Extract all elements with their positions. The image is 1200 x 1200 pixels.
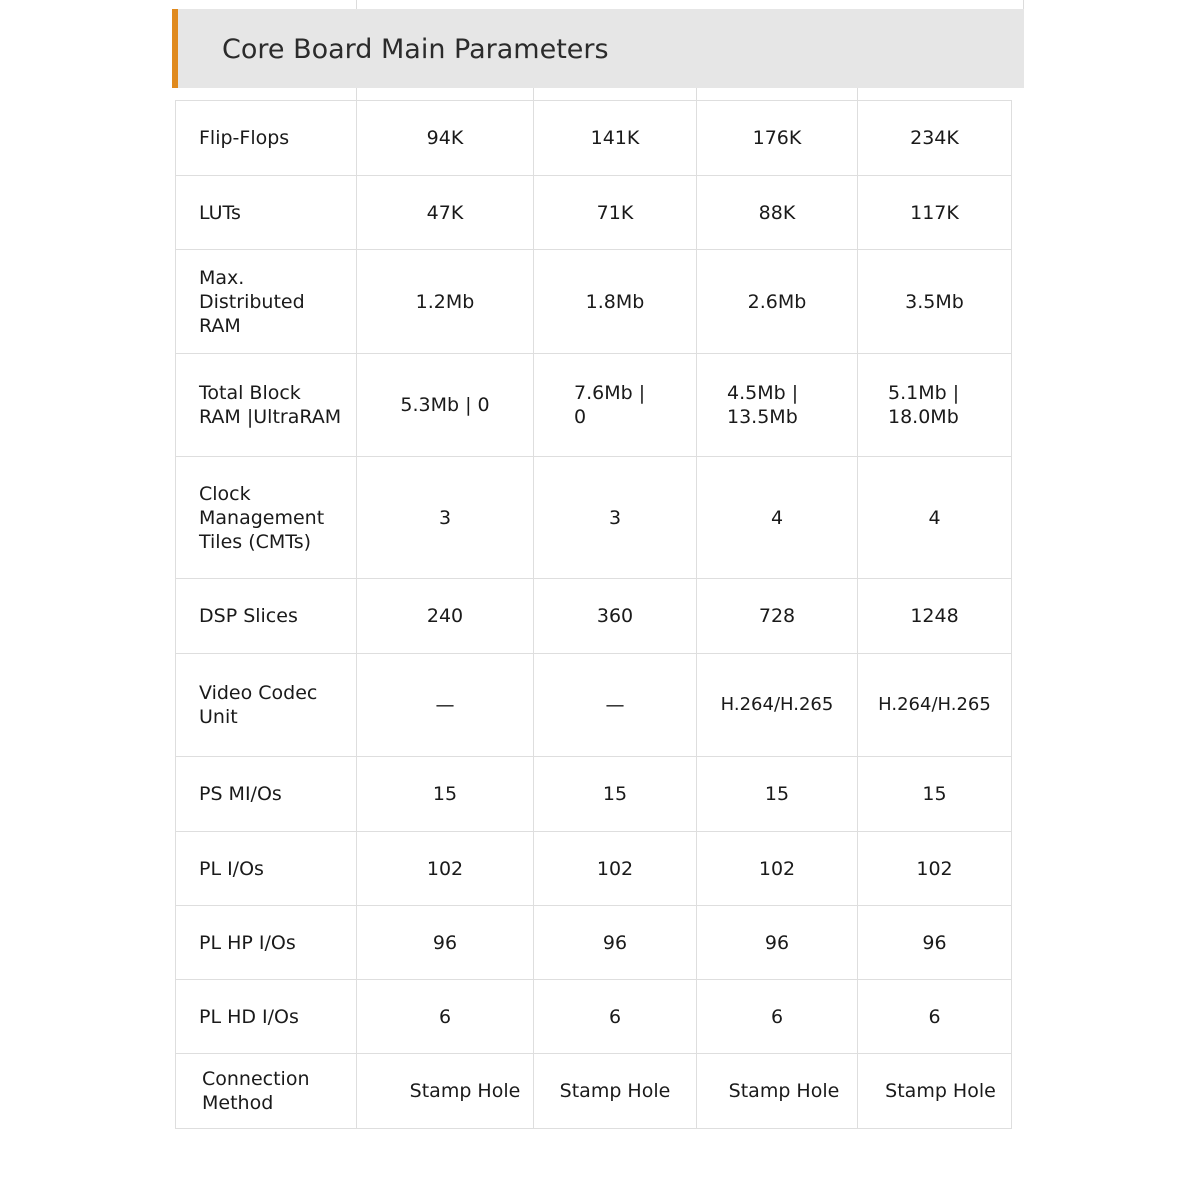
table-cell: 94K bbox=[357, 101, 534, 176]
row-label: DSP Slices bbox=[176, 579, 357, 654]
table-cell: 234K bbox=[858, 101, 1012, 176]
table-cell: 6 bbox=[534, 980, 697, 1054]
table-row bbox=[176, 101, 1012, 176]
table-divider bbox=[696, 88, 697, 100]
cell-text: 5.3Mb | 0 bbox=[400, 394, 490, 416]
table-cell: Stamp Hole bbox=[357, 1054, 534, 1129]
table-row bbox=[176, 457, 1012, 579]
table-cell bbox=[697, 354, 858, 457]
table-cell: 1.8Mb bbox=[534, 250, 697, 354]
section-title: Core Board Main Parameters bbox=[222, 34, 609, 65]
cell-text: 7.6Mb | 0 bbox=[574, 382, 646, 428]
table-cell: 15 bbox=[534, 757, 697, 832]
table-cell: 102 bbox=[858, 832, 1012, 906]
row-label: Flip-Flops bbox=[176, 101, 357, 176]
table-divider bbox=[533, 88, 534, 100]
table-cell: 3 bbox=[357, 457, 534, 579]
table-cell: 1.2Mb bbox=[357, 250, 534, 354]
table-cell: 102 bbox=[697, 832, 858, 906]
row-label: PL HP I/Os bbox=[176, 906, 357, 980]
table-row bbox=[176, 354, 1012, 457]
table-row bbox=[176, 906, 1012, 980]
table-cell: Stamp Hole bbox=[858, 1054, 1012, 1129]
row-label: Clock Management Tiles (CMTs) bbox=[176, 457, 357, 579]
table-cell: 102 bbox=[357, 832, 534, 906]
table-cell: 4 bbox=[858, 457, 1012, 579]
row-label: LUTs bbox=[176, 176, 357, 250]
table-cell: — bbox=[534, 654, 697, 757]
table-row bbox=[176, 1054, 1012, 1129]
table-cell: 240 bbox=[357, 579, 534, 654]
table-row bbox=[176, 832, 1012, 906]
table-cell: 360 bbox=[534, 579, 697, 654]
table-cell: 47K bbox=[357, 176, 534, 250]
table-cell bbox=[534, 354, 697, 457]
table-row bbox=[176, 579, 1012, 654]
table-divider bbox=[356, 88, 357, 100]
parameters-table bbox=[175, 100, 1012, 1129]
table-row bbox=[176, 980, 1012, 1054]
table-divider bbox=[1023, 0, 1024, 9]
table-cell: 96 bbox=[858, 906, 1012, 980]
table-cell: 15 bbox=[357, 757, 534, 832]
row-label: PL HD I/Os bbox=[176, 980, 357, 1054]
row-label: Video Codec Unit bbox=[176, 654, 357, 757]
table-cell: 3 bbox=[534, 457, 697, 579]
table-cell: 6 bbox=[858, 980, 1012, 1054]
table-cell: 117K bbox=[858, 176, 1012, 250]
table-cell: 3.5Mb bbox=[858, 250, 1012, 354]
table-row bbox=[176, 250, 1012, 354]
row-label: Max. Distributed RAM bbox=[176, 250, 357, 354]
table-row bbox=[176, 757, 1012, 832]
cell-text: 5.1Mb | 18.0Mb bbox=[888, 382, 960, 428]
table-cell: — bbox=[357, 654, 534, 757]
table-cell bbox=[858, 354, 1012, 457]
table-cell: Stamp Hole bbox=[534, 1054, 697, 1129]
cell-text: 4.5Mb | 13.5Mb bbox=[727, 382, 799, 428]
row-label: Connection Method bbox=[176, 1054, 357, 1129]
table-cell: 728 bbox=[697, 579, 858, 654]
table-cell: 96 bbox=[534, 906, 697, 980]
table-cell: 6 bbox=[697, 980, 858, 1054]
table-divider bbox=[857, 88, 858, 100]
table-divider bbox=[356, 0, 357, 9]
table-cell: 141K bbox=[534, 101, 697, 176]
table-cell: Stamp Hole bbox=[697, 1054, 858, 1129]
section-header bbox=[172, 9, 1024, 88]
table-row bbox=[176, 176, 1012, 250]
row-label: PL I/Os bbox=[176, 832, 357, 906]
table-cell: 96 bbox=[697, 906, 858, 980]
table-cell: 1248 bbox=[858, 579, 1012, 654]
table-cell: 102 bbox=[534, 832, 697, 906]
table-row bbox=[176, 654, 1012, 757]
table-cell: 15 bbox=[858, 757, 1012, 832]
table-cell: 88K bbox=[697, 176, 858, 250]
table-cell: 2.6Mb bbox=[697, 250, 858, 354]
table-cell: 96 bbox=[357, 906, 534, 980]
table-cell: H.264/H.265 bbox=[858, 654, 1012, 757]
table-cell: 176K bbox=[697, 101, 858, 176]
table-cell: 6 bbox=[357, 980, 534, 1054]
table-cell: 4 bbox=[697, 457, 858, 579]
table-cell: 71K bbox=[534, 176, 697, 250]
row-label: PS MI/Os bbox=[176, 757, 357, 832]
table-cell: H.264/H.265 bbox=[697, 654, 858, 757]
table-cell: 15 bbox=[697, 757, 858, 832]
row-label: Total Block RAM |UltraRAM bbox=[176, 354, 357, 457]
table-cell bbox=[357, 354, 534, 457]
